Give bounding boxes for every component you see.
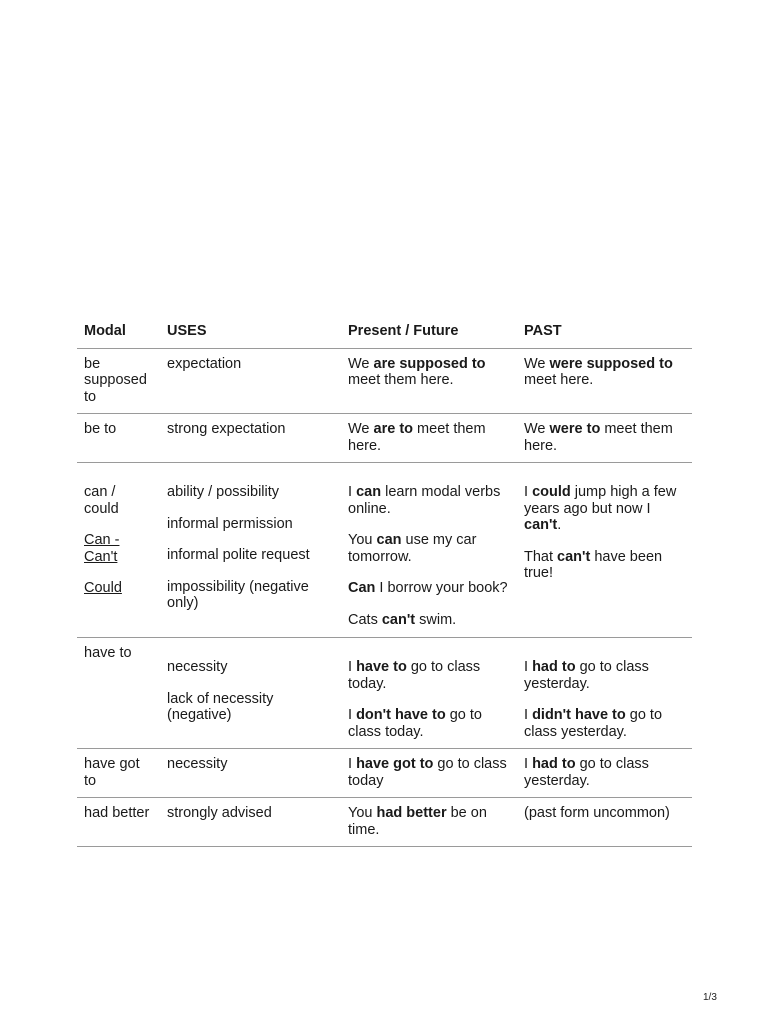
modal-term: have got to bbox=[84, 756, 140, 789]
modal-phrase: can bbox=[356, 484, 382, 500]
use-description: strongly advised bbox=[167, 805, 272, 821]
example-text: meet them here. bbox=[348, 421, 486, 454]
table-row bbox=[77, 798, 692, 847]
modal-term: be to bbox=[84, 421, 117, 437]
header-present-future: Present / Future bbox=[341, 313, 517, 348]
example-text: I bbox=[348, 707, 357, 723]
present-example bbox=[348, 756, 510, 789]
example-text: We bbox=[524, 355, 550, 372]
modal-verbs-table bbox=[77, 313, 692, 847]
modal-phrase: are supposed to bbox=[373, 355, 486, 372]
modal-cell bbox=[77, 348, 160, 414]
example-text: go to class yesterday. bbox=[524, 659, 649, 692]
past-example bbox=[524, 707, 685, 740]
uses-cell bbox=[160, 463, 341, 638]
present-example bbox=[348, 356, 510, 389]
use-description: informal polite request bbox=[167, 547, 310, 563]
use-description: informal permission bbox=[167, 515, 293, 532]
modal-phrase: didn't have to bbox=[532, 707, 626, 723]
present-example bbox=[348, 612, 510, 629]
modal-phrase: have got to bbox=[356, 756, 434, 772]
present-cell bbox=[341, 749, 517, 798]
example-text: go to class yesterday. bbox=[524, 756, 649, 789]
modal-phrase: had better bbox=[376, 805, 447, 821]
use-description: lack of necessity (negative) bbox=[167, 690, 274, 723]
example-text: (past form uncommon) bbox=[524, 805, 670, 821]
use-description: necessity bbox=[167, 659, 228, 675]
example-text: use my car tomorrow. bbox=[348, 532, 477, 565]
example-text: meet here. bbox=[524, 372, 594, 388]
present-example bbox=[348, 421, 510, 454]
example-text: I bbox=[348, 484, 357, 500]
modal-phrase: had to bbox=[532, 659, 576, 675]
example-text: I borrow your book? bbox=[375, 580, 508, 596]
modal-phrase: Can bbox=[348, 580, 376, 596]
present-example bbox=[348, 659, 510, 692]
example-text: I bbox=[348, 756, 357, 772]
uses-cell bbox=[160, 749, 341, 798]
example-text: . bbox=[557, 517, 562, 533]
past-example bbox=[524, 484, 685, 534]
example-text: meet them here. bbox=[348, 372, 454, 388]
modal-cell bbox=[77, 638, 160, 749]
modal-cell bbox=[77, 798, 160, 847]
example-text: We bbox=[524, 421, 550, 437]
past-example bbox=[524, 549, 685, 582]
example-text: You bbox=[348, 805, 377, 821]
uses-cell bbox=[160, 798, 341, 847]
example-text: Cats bbox=[348, 611, 382, 628]
table-row bbox=[77, 638, 692, 749]
header-past: PAST bbox=[517, 313, 692, 348]
present-cell bbox=[341, 463, 517, 638]
modal-term: can / could bbox=[84, 484, 119, 517]
modal-phrase: were supposed to bbox=[549, 355, 673, 372]
use-description: expectation bbox=[167, 355, 242, 372]
modal-cell bbox=[77, 749, 160, 798]
present-cell bbox=[341, 798, 517, 847]
modal-term: Could bbox=[84, 580, 122, 596]
example-text: go to class today. bbox=[348, 659, 481, 692]
uses-cell bbox=[160, 348, 341, 414]
past-cell bbox=[517, 749, 692, 798]
table-header-row bbox=[77, 313, 692, 348]
use-description: strong expectation bbox=[167, 421, 286, 437]
past-example bbox=[524, 356, 685, 389]
example-text: I bbox=[524, 756, 533, 772]
example-text: learn modal verbs online. bbox=[348, 484, 501, 517]
table-row bbox=[77, 749, 692, 798]
example-text: go to class yesterday. bbox=[524, 707, 663, 740]
use-description: ability / possibility bbox=[167, 484, 280, 500]
modal-phrase: are to bbox=[373, 421, 414, 437]
modal-phrase: have to bbox=[356, 659, 407, 675]
example-text: We bbox=[348, 355, 374, 372]
page-number: 1/3 bbox=[703, 992, 717, 1003]
modal-phrase: can't bbox=[381, 611, 416, 628]
example-text: be on time. bbox=[348, 805, 487, 838]
example-text: have been true! bbox=[524, 548, 663, 581]
example-text: I bbox=[524, 659, 533, 675]
past-cell bbox=[517, 463, 692, 638]
example-text: We bbox=[348, 421, 374, 437]
example-text: You bbox=[348, 532, 377, 548]
uses-cell bbox=[160, 414, 341, 463]
present-example bbox=[348, 805, 510, 838]
use-description: necessity bbox=[167, 756, 228, 772]
present-cell bbox=[341, 348, 517, 414]
modal-phrase: can bbox=[376, 532, 402, 548]
past-cell bbox=[517, 348, 692, 414]
example-text: I bbox=[524, 484, 533, 500]
header-uses: USES bbox=[160, 313, 341, 348]
past-example bbox=[524, 805, 685, 822]
past-example bbox=[524, 659, 685, 692]
example-text: swim. bbox=[415, 611, 457, 628]
example-text: jump high a few years ago but now I bbox=[524, 484, 677, 517]
modal-term: Can - Can't bbox=[84, 532, 120, 565]
present-example bbox=[348, 532, 510, 565]
modal-phrase: had to bbox=[532, 756, 576, 772]
example-text: go to class today bbox=[348, 756, 507, 789]
table-row bbox=[77, 348, 692, 414]
example-text: go to class today. bbox=[348, 707, 482, 740]
modal-term: had better bbox=[84, 805, 150, 821]
modal-phrase: don't have to bbox=[356, 707, 446, 723]
present-example bbox=[348, 707, 510, 740]
example-text: meet them here. bbox=[524, 421, 673, 454]
past-example bbox=[524, 421, 685, 454]
past-cell bbox=[517, 638, 692, 749]
past-example bbox=[524, 756, 685, 789]
table-body bbox=[77, 348, 692, 847]
example-text: I bbox=[524, 707, 533, 723]
past-cell bbox=[517, 414, 692, 463]
modal-cell bbox=[77, 414, 160, 463]
modal-term: be supposed to bbox=[84, 355, 147, 405]
modal-phrase: could bbox=[532, 484, 571, 500]
header-modal: Modal bbox=[77, 313, 160, 348]
present-example bbox=[348, 580, 510, 597]
modal-phrase: were to bbox=[549, 421, 601, 437]
modal-term: have to bbox=[84, 645, 132, 661]
example-text: I bbox=[348, 659, 357, 675]
modal-phrase: can't bbox=[557, 548, 591, 565]
table-row bbox=[77, 414, 692, 463]
table-row bbox=[77, 463, 692, 638]
uses-cell bbox=[160, 638, 341, 749]
present-cell bbox=[341, 638, 517, 749]
present-example bbox=[348, 484, 510, 517]
present-cell bbox=[341, 414, 517, 463]
modal-phrase: can't bbox=[524, 517, 558, 533]
past-cell bbox=[517, 798, 692, 847]
example-text: That bbox=[524, 548, 558, 565]
modal-cell bbox=[77, 463, 160, 638]
use-description: impossibility (negative only) bbox=[167, 578, 309, 611]
